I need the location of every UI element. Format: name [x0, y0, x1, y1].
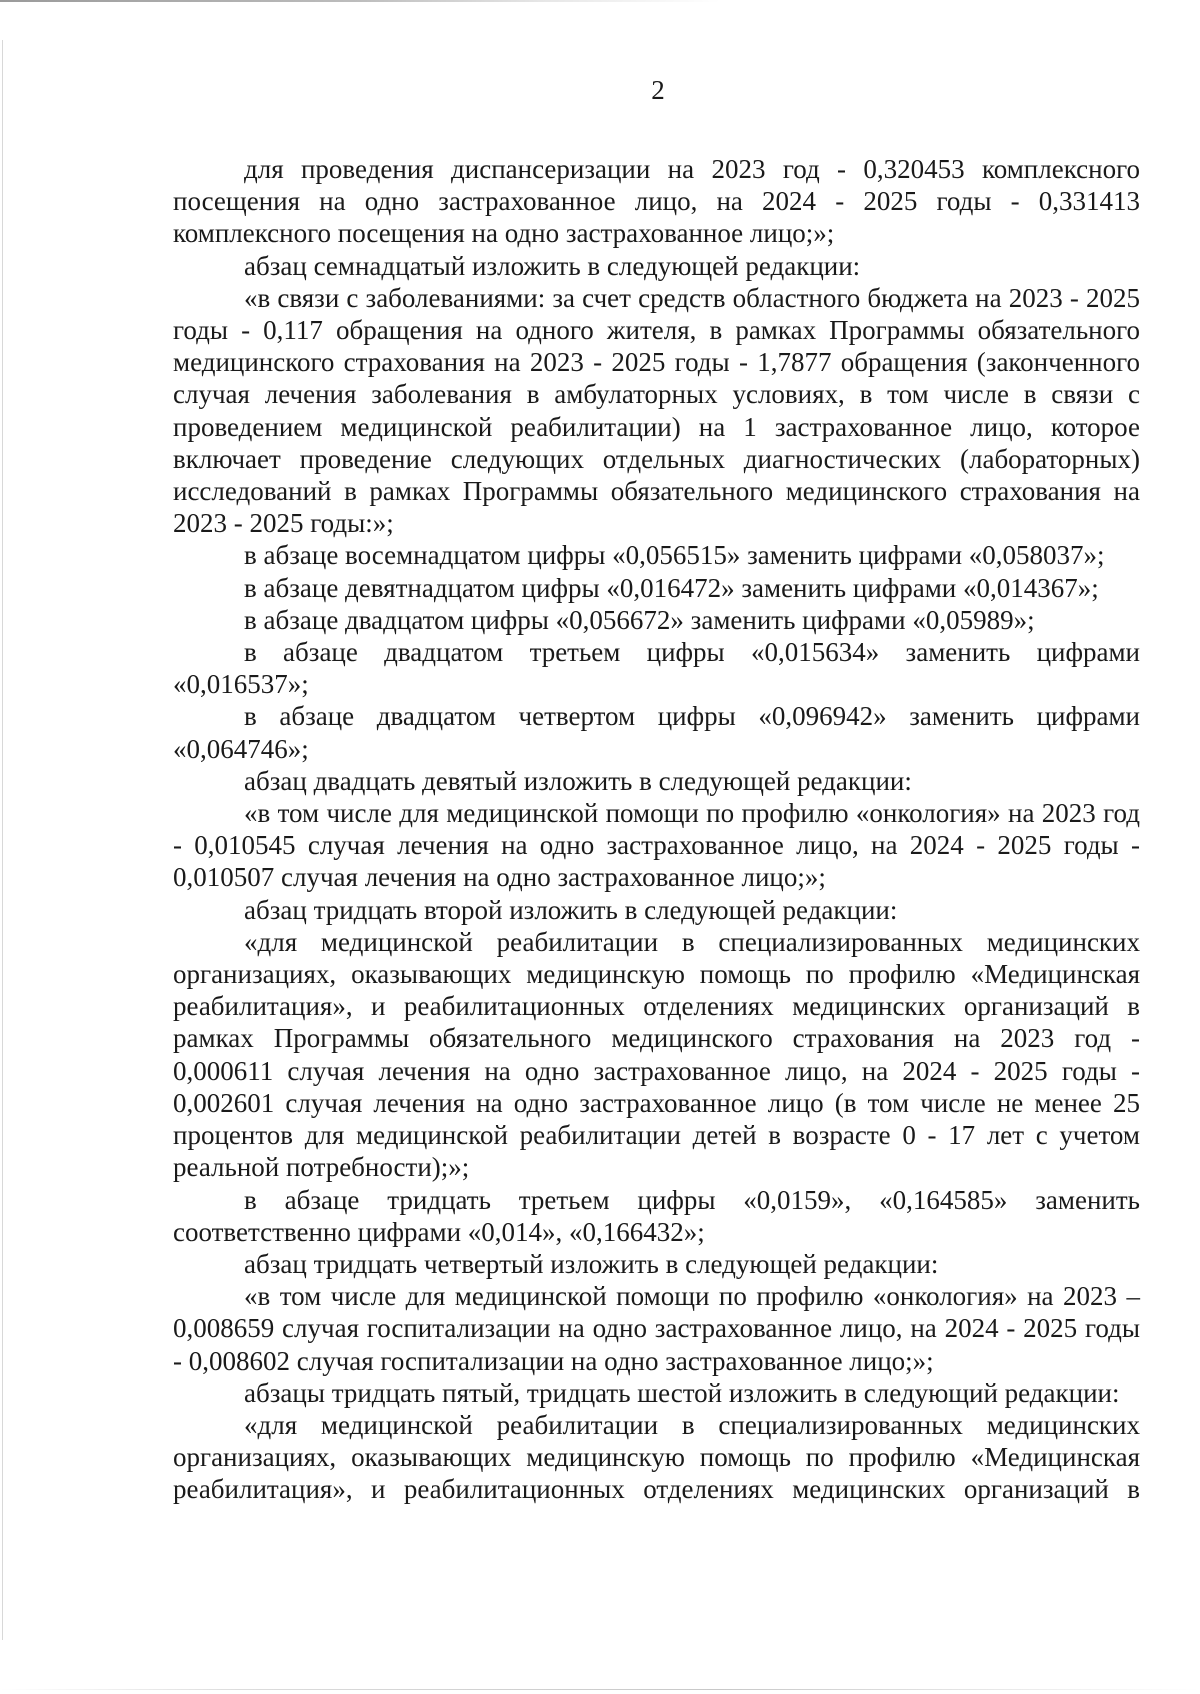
paragraph-amend-34: абзац тридцать четвертый изложить в следующей редакции:	[244, 1248, 939, 1279]
paragraph-amend-17: абзац семнадцатый изложить в следующей редакции:	[244, 250, 861, 281]
paragraph-amend-23: в абзаце двадцатом третьем цифры «0,015634» заменить цифрами «0,016537»;	[173, 637, 1140, 700]
page-number: 2	[651, 75, 665, 105]
document-body	[173, 153, 1140, 1506]
paragraph-amend-35-36: абзацы тридцать пятый, тридцать шестой изложить в следующий редакции:	[244, 1377, 1120, 1408]
scan-edge-top	[0, 0, 1200, 2]
paragraph-dispensary-visits: для проведения диспансеризации на 2023 год - 0,320453 комплексного посещения на одно застрахованное лицо, на 2024 - 2025 годы - 0,331413 комплексного посещения на одно застрахованное лицо;»;	[173, 154, 1140, 249]
paragraph-amend-33: в абзаце тридцать третьем цифры «0,0159», «0,164585» заменить соответственно цифрами «0,014», «0,166432»;	[173, 1184, 1140, 1247]
paragraph-oncology-treatment: «в том числе для медицинской помощи по профилю «онкология» на 2023 год - 0,010545 случая лечения на одно застрахованное лицо, на 2024 - 2025 годы - 0,010507 случая лечения на одно застрахованное лицо;»;	[173, 798, 1140, 893]
paragraph-amend-24: в абзаце двадцатом четвертом цифры «0,096942» заменить цифрами «0,064746»;	[173, 701, 1140, 764]
paragraph-oncology-hospitalization: «в том числе для медицинской помощи по профилю «онкология» на 2023 – 0,008659 случая госпитализации на одно застрахованное лицо, на 2024 - 2025 годы - 0,008602 случая госпитализации на одно застрахованное лицо;»;	[173, 1281, 1140, 1376]
paragraph-amend-18: в абзаце восемнадцатом цифры «0,056515» заменить цифрами «0,058037»;	[244, 540, 1105, 571]
paragraph-amend-19: в абзаце девятнадцатом цифры «0,016472» заменить цифрами «0,014367»;	[244, 572, 1099, 603]
paragraph-amend-32: абзац тридцать второй изложить в следующей редакции:	[244, 894, 898, 925]
paragraph-disease-visits: «в связи с заболеваниями: за счет средств областного бюджета на 2023 - 2025 годы - 0,117 обращения на одного жителя, в рамках Программы обязательного медицинского страхования на 2023 - 2025 годы - 1,7877 обращения (законченного случая лечения заболевания в амбулаторных условиях, в том числе в связи с проведением медицинской реабилитации) на 1 застрахованное лицо, которое включает проведение следующих отдельных диагностических (лабораторных) исследований в рамках Программы обязательного медицинского страхования на 2023 - 2025 годы:»;	[173, 282, 1140, 539]
scan-edge-bottom	[0, 1689, 1200, 1690]
scan-edge-left	[2, 40, 3, 1640]
paragraph-amend-20: в абзаце двадцатом цифры «0,056672» заменить цифрами «0,05989»;	[244, 604, 1035, 635]
paragraph-amend-29: абзац двадцать девятый изложить в следующей редакции:	[244, 765, 912, 796]
paragraph-rehabilitation-continued: «для медицинской реабилитации в специализированных медицинских организациях, оказывающих медицинскую помощь по профилю «Медицинская реабилитация», и реабилитационных отделениях медицинских организаций в	[173, 1409, 1140, 1505]
paragraph-rehabilitation-day: «для медицинской реабилитации в специализированных медицинских организациях, оказывающих медицинскую помощь по профилю «Медицинская реабилитация», и реабилитационных отделениях медицинских организаций в рамках Программы обязательного медицинского страхования на 2023 год - 0,000611 случая лечения на одно застрахованное лицо, на 2024 - 2025 годы - 0,002601 случая лечения на одно застрахованное лицо (в том числе не менее 25 процентов для медицинской реабилитации детей в возрасте 0 - 17 лет с учетом реальной потребности);»;	[173, 926, 1140, 1183]
